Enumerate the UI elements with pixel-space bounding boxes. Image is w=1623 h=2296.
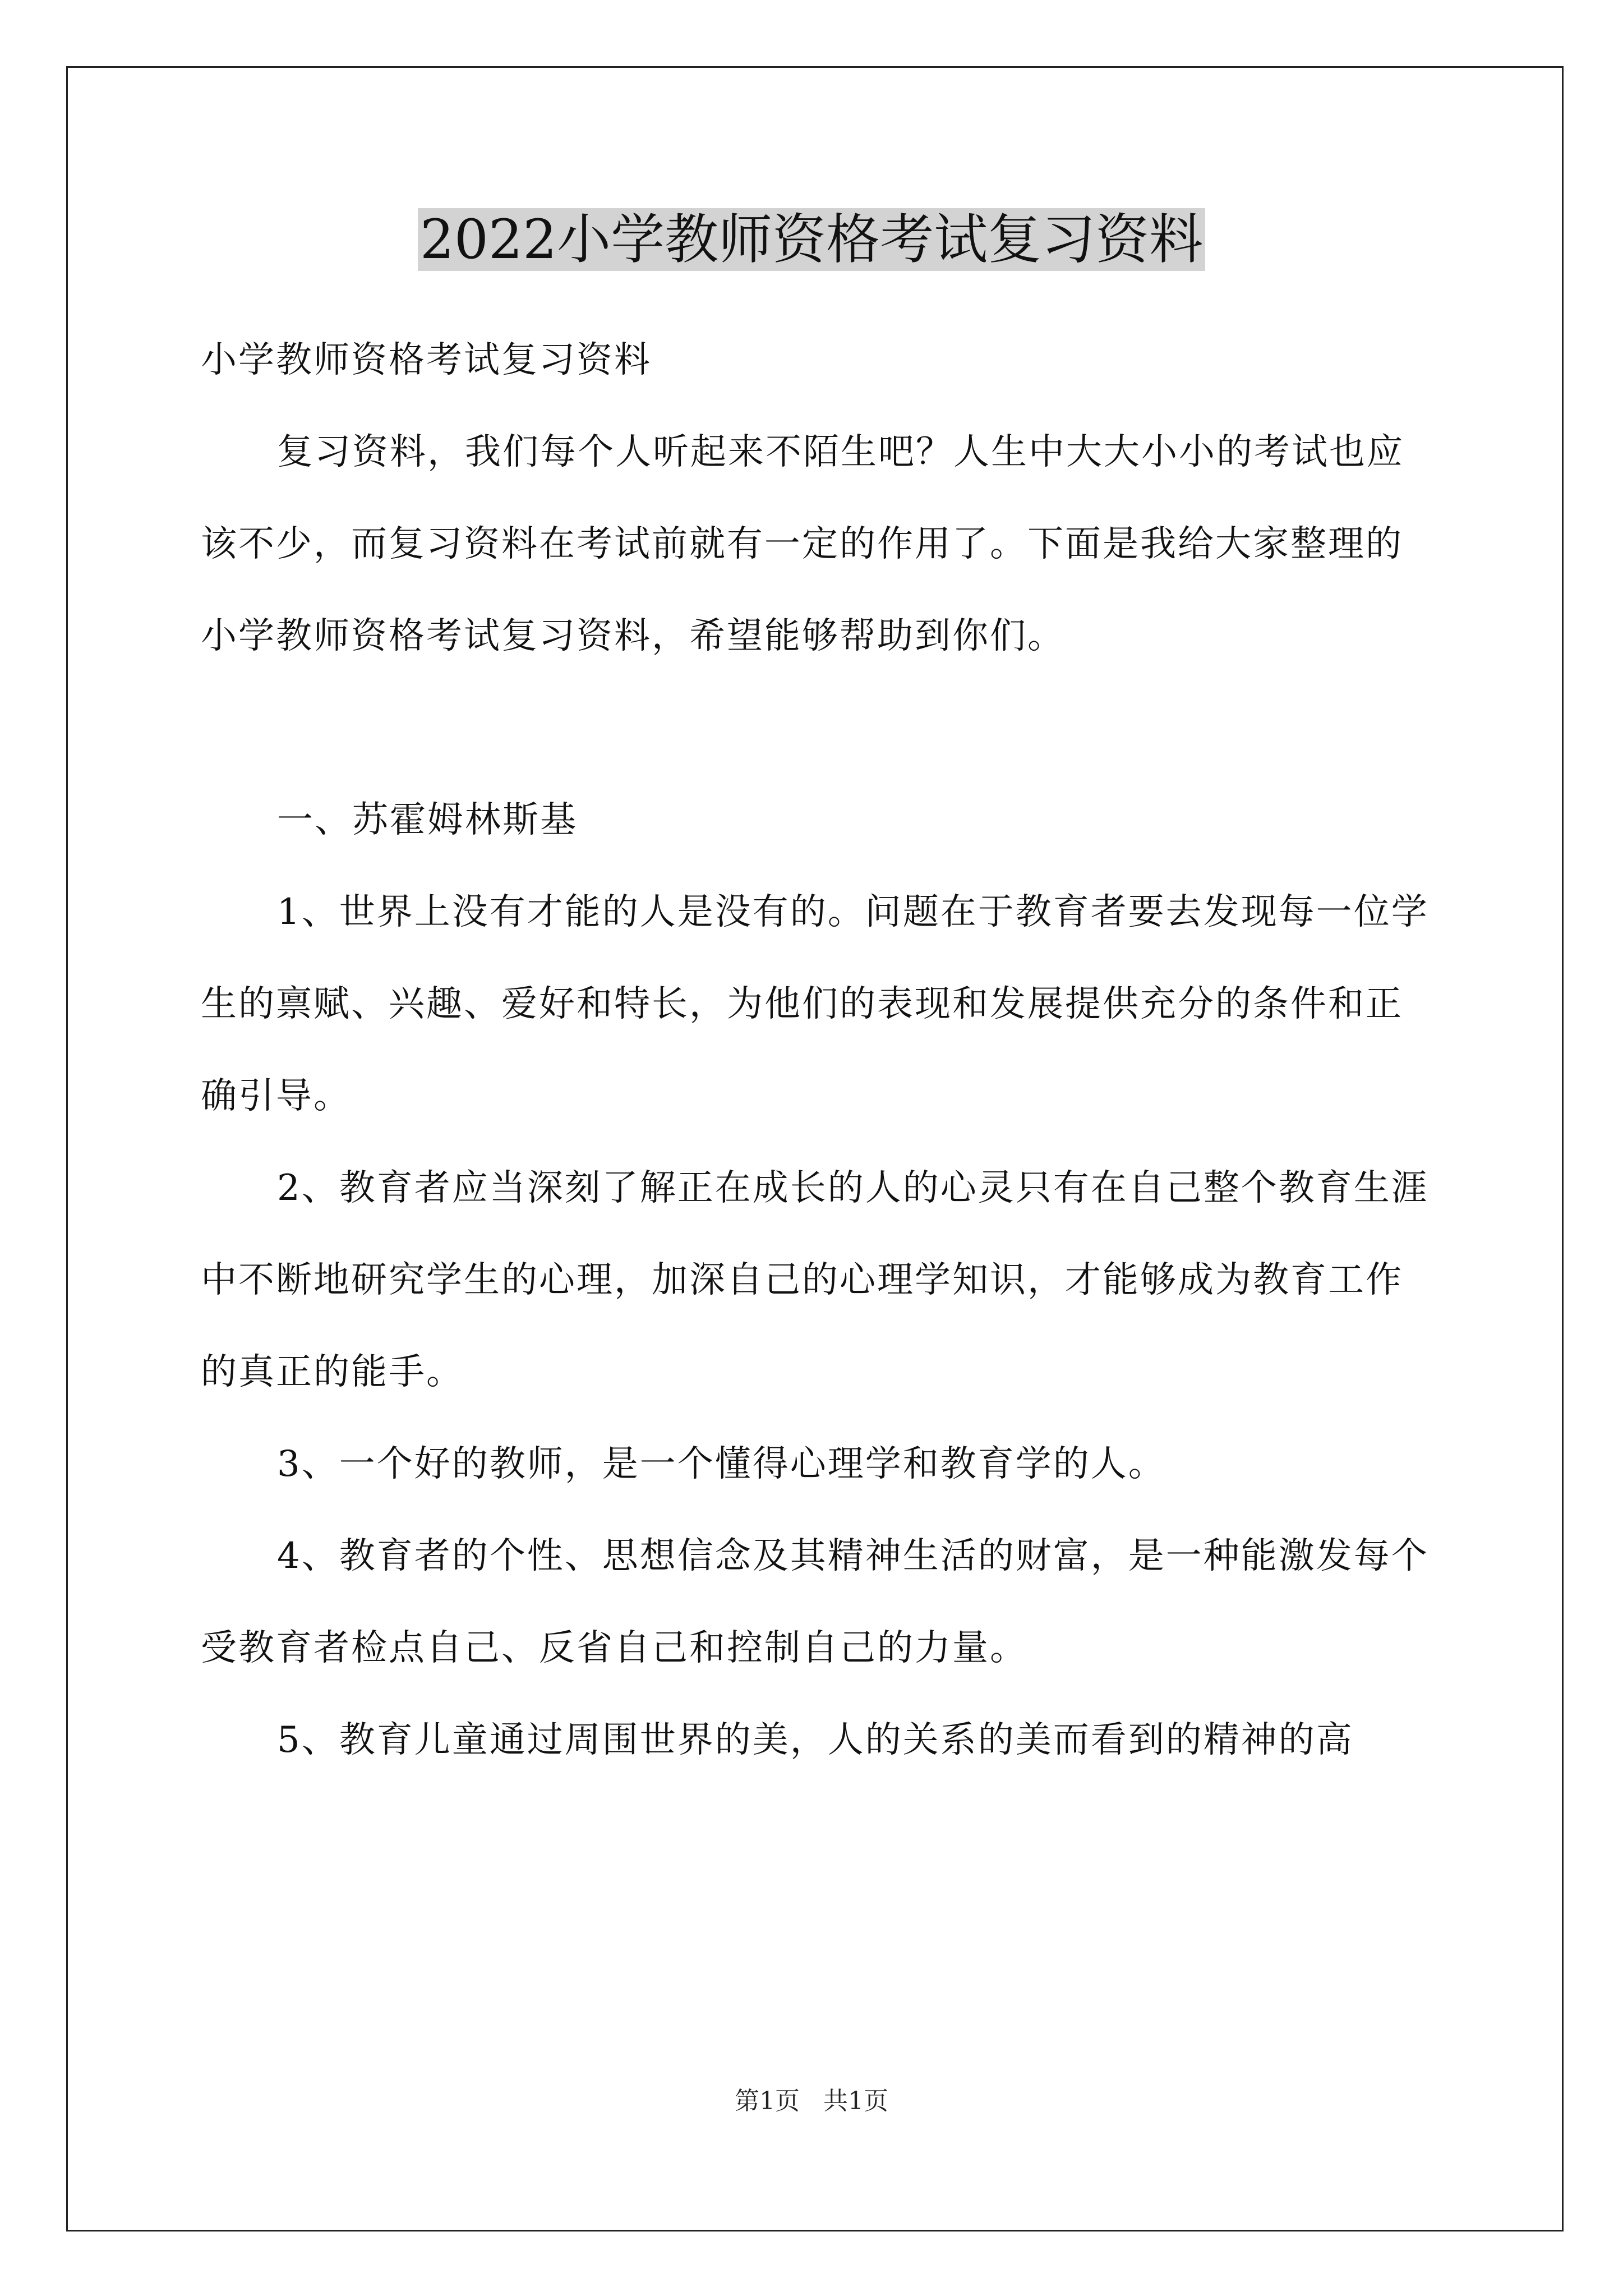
document-title-text: 2022小学教师资格考试复习资料: [418, 208, 1205, 271]
document-title: [0, 197, 1623, 282]
intro-paragraph: 复习资料，我们每个人听起来不陌生吧？人生中大大小小的考试也应该不少，而复习资料在考试前就有一定的作用了。下面是我给大家整理的小学教师资格考试复习资料，希望能够帮助到你们。: [201, 431, 1404, 657]
document-subtitle: 小学教师资格考试复习资料: [201, 339, 652, 381]
list-item: 1、世界上没有才能的人是没有的。问题在于教育者要去发现每一位学生的禀赋、兴趣、爱好和特长，为他们的表现和发展提供充分的条件和正确引导。: [201, 891, 1429, 1117]
document-body: [201, 314, 1435, 1786]
list-item: 5、教育儿童通过周围世界的美，人的关系的美而看到的精神的高: [277, 1719, 1354, 1761]
page-number-footer: 第1页 共1页: [735, 2087, 888, 2115]
section-heading: 一、苏霍姆林斯基: [277, 799, 578, 841]
list-item: 2、教育者应当深刻了解正在成长的人的心灵只有在自己整个教育生涯中不断地研究学生的心理，加深自己的心理学知识，才能够成为教育工作的真正的能手。: [201, 1167, 1429, 1393]
paragraph-spacer: [201, 682, 1435, 774]
list-item: 3、一个好的教师，是一个懂得心理学和教育学的人。: [277, 1443, 1166, 1485]
list-item: 4、教育者的个性、思想信念及其精神生活的财富，是一种能激发每个受教育者检点自己、反省自己和控制自己的力量。: [201, 1535, 1429, 1669]
